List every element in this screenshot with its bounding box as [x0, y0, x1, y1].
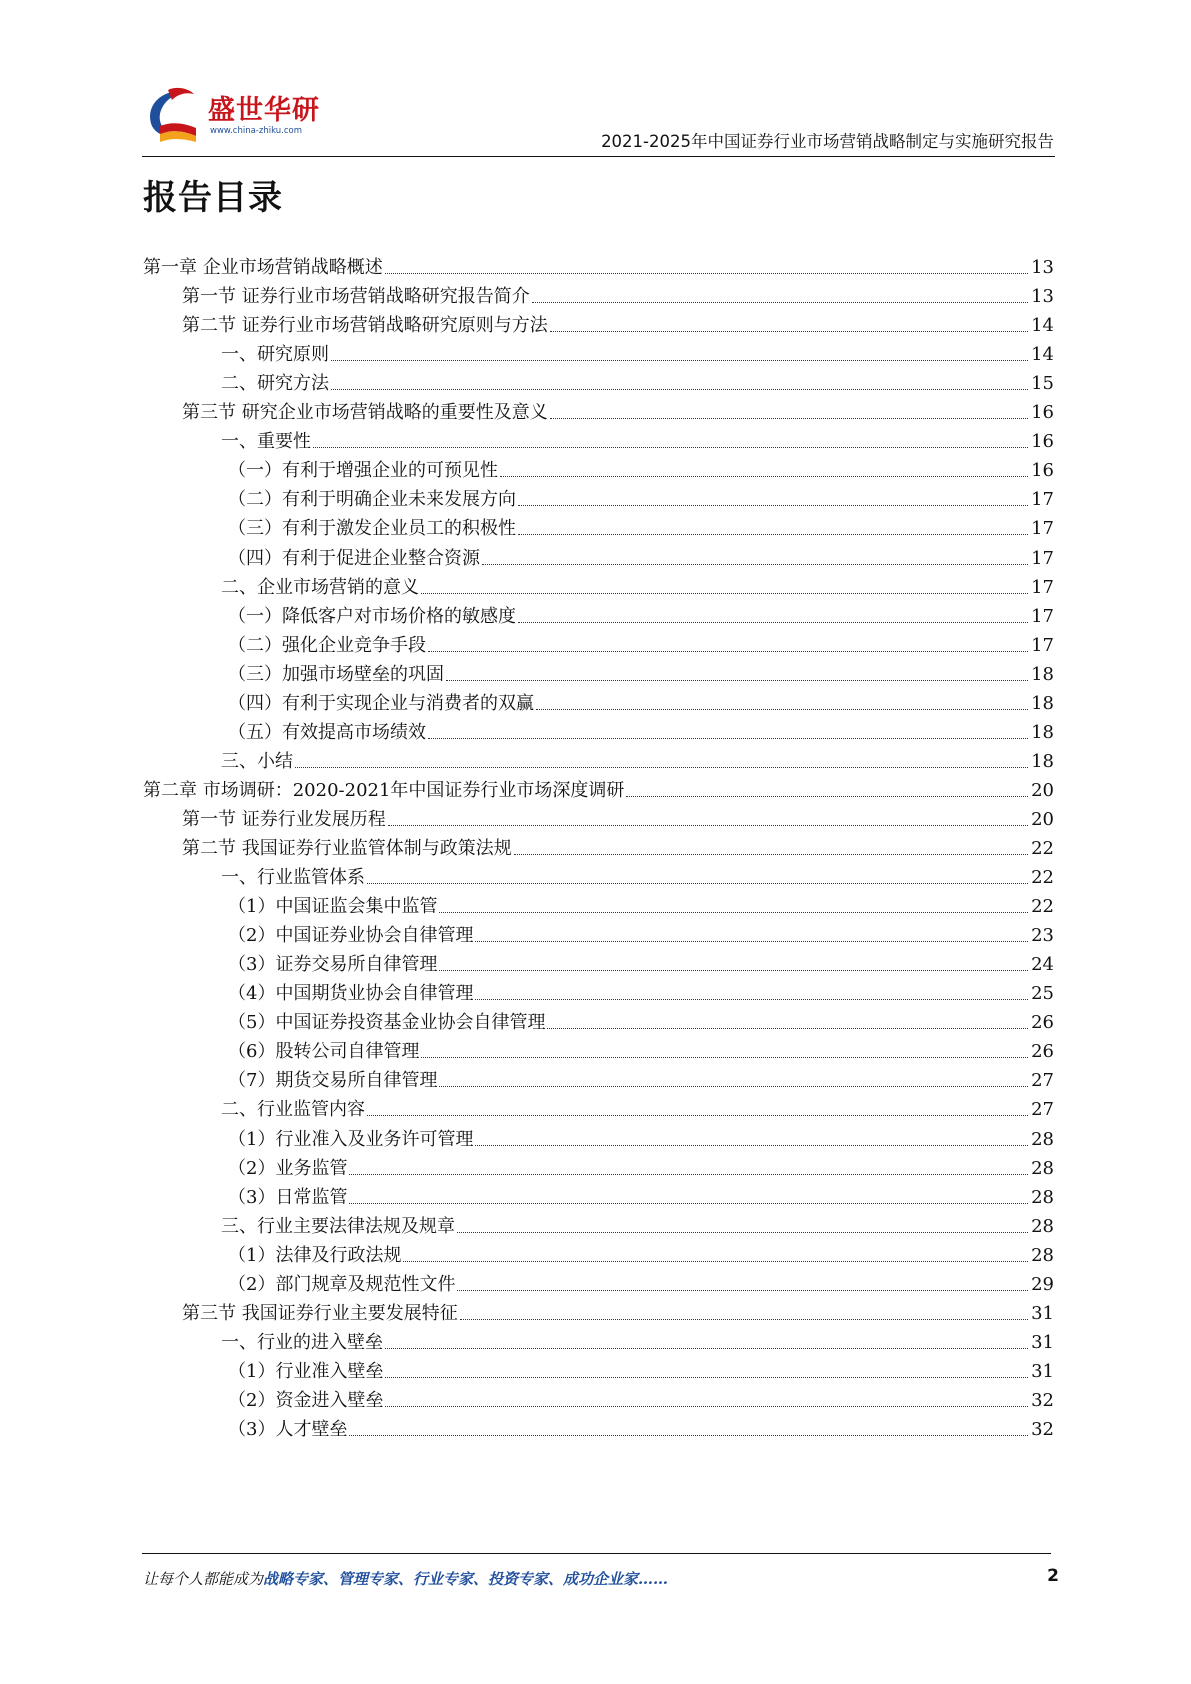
toc-dot-leader — [550, 418, 1028, 419]
toc-dot-leader — [385, 273, 1028, 274]
company-logo — [142, 80, 320, 150]
toc-entry[interactable] — [182, 1294, 1054, 1325]
toc-entry-label: （1）法律及行政法规 — [228, 1244, 402, 1266]
toc-entry-page: 27 — [1031, 1070, 1054, 1092]
toc-entry-page: 17 — [1031, 489, 1054, 511]
toc-dot-leader — [428, 738, 1028, 739]
toc-entry-page: 27 — [1031, 1099, 1054, 1121]
toc-entry-page: 25 — [1031, 983, 1054, 1005]
toc-dot-leader — [313, 447, 1028, 448]
toc-entry[interactable] — [228, 480, 1054, 511]
toc-dot-leader — [439, 912, 1028, 913]
toc-dot-leader — [532, 302, 1028, 303]
toc-dot-leader — [331, 389, 1028, 390]
toc-entry[interactable] — [228, 1352, 1054, 1383]
toc-entry-page: 26 — [1031, 1041, 1054, 1063]
toc-entry[interactable] — [228, 626, 1054, 657]
toc-entry-page: 16 — [1031, 402, 1054, 424]
toc-entry[interactable] — [228, 539, 1054, 570]
toc-entry-page: 20 — [1031, 779, 1054, 801]
toc-entry-label: （二）有利于明确企业未来发展方向 — [228, 489, 516, 511]
toc-dot-leader — [439, 970, 1028, 971]
toc-entry-page: 13 — [1031, 286, 1054, 308]
toc-entry-label: （五）有效提高市场绩效 — [228, 721, 426, 743]
toc-entry-page: 31 — [1031, 1302, 1054, 1324]
toc-dot-leader — [349, 1435, 1028, 1436]
toc-entry[interactable] — [228, 655, 1054, 686]
toc-entry-page: 29 — [1031, 1273, 1054, 1295]
toc-entry-label: （6）股转公司自律管理 — [228, 1041, 420, 1063]
toc-entry[interactable] — [228, 1032, 1054, 1063]
toc-entry-page: 31 — [1031, 1331, 1054, 1353]
toc-entry-page: 28 — [1031, 1244, 1054, 1266]
toc-dot-leader — [349, 1174, 1028, 1175]
logo-url: www.china-zhiku.com — [210, 126, 302, 136]
toc-dot-leader — [482, 564, 1028, 565]
toc-dot-leader — [500, 476, 1028, 477]
toc-dot-leader — [460, 1319, 1028, 1320]
toc-dot-leader — [385, 1377, 1028, 1378]
toc-entry[interactable] — [228, 597, 1054, 628]
toc-entry-label: （四）有利于实现企业与消费者的双赢 — [228, 692, 534, 714]
toc-entry[interactable] — [221, 568, 1054, 599]
toc-entry-label: （2）部门规章及规范性文件 — [228, 1273, 456, 1295]
toc-entry-page: 28 — [1031, 1215, 1054, 1237]
toc-entry-page: 17 — [1031, 634, 1054, 656]
toc-entry[interactable] — [228, 1003, 1054, 1034]
toc-dot-leader — [428, 651, 1028, 652]
slogan-prefix: 让每个人都能成为 — [143, 1570, 264, 1588]
toc-entry-label: （5）中国证券投资基金业协会自律管理 — [228, 1012, 546, 1034]
toc-entry-page: 23 — [1031, 925, 1054, 947]
toc-dot-leader — [403, 1261, 1028, 1262]
toc-entry-page: 20 — [1031, 808, 1054, 830]
toc-entry-page: 17 — [1031, 518, 1054, 540]
toc-entry[interactable] — [221, 1207, 1054, 1238]
toc-dot-leader — [547, 1028, 1028, 1029]
footer-divider — [142, 1553, 1051, 1554]
toc-entry-page: 28 — [1031, 1186, 1054, 1208]
page-header — [142, 80, 1054, 158]
toc-entry-label: 三、小结 — [221, 750, 293, 772]
toc-entry-page: 32 — [1031, 1389, 1054, 1411]
toc-entry-label: （3）证券交易所自律管理 — [228, 954, 438, 976]
toc-entry[interactable] — [228, 684, 1054, 715]
toc-entry-page: 17 — [1031, 547, 1054, 569]
toc-entry[interactable] — [228, 1120, 1054, 1151]
toc-entry[interactable] — [221, 742, 1054, 773]
toc-entry[interactable] — [182, 800, 1054, 831]
toc-dot-leader — [331, 360, 1028, 361]
toc-entry-label: （1）中国证监会集中监管 — [228, 896, 438, 918]
toc-entry-page: 17 — [1031, 605, 1054, 627]
toc-dot-leader — [518, 505, 1028, 506]
toc-entry-page: 16 — [1031, 431, 1054, 453]
toc-heading: 报告目录 — [143, 178, 283, 218]
toc-entry[interactable] — [228, 1265, 1054, 1296]
toc-entry-label: （三）加强市场壁垒的巩固 — [228, 663, 444, 685]
toc-entry-label: （3）日常监管 — [228, 1186, 348, 1208]
toc-entry-label: 第三节 研究企业市场营销战略的重要性及意义 — [182, 402, 548, 424]
toc-entry-label: （二）强化企业竞争手段 — [228, 634, 426, 656]
toc-entry[interactable] — [182, 829, 1054, 860]
toc-entry-label: （4）中国期货业协会自律管理 — [228, 983, 474, 1005]
toc-entry-page: 22 — [1031, 867, 1054, 889]
toc-dot-leader — [518, 534, 1028, 535]
slogan-suffix: …… — [638, 1570, 669, 1588]
toc-entry-label: （一）有利于增强企业的可预见性 — [228, 460, 498, 482]
report-title: 2021-2025年中国证券行业市场营销战略制定与实施研究报告 — [601, 132, 1054, 151]
toc-dot-leader — [421, 593, 1028, 594]
toc-dot-leader — [349, 1203, 1028, 1204]
toc-entry[interactable] — [228, 1381, 1054, 1412]
toc-entry[interactable] — [228, 451, 1054, 482]
toc-entry[interactable] — [221, 335, 1054, 366]
toc-entry[interactable] — [182, 306, 1054, 337]
toc-dot-leader — [536, 709, 1028, 710]
toc-dot-leader — [457, 1290, 1028, 1291]
toc-entry-label: （四）有利于促进企业整合资源 — [228, 547, 480, 569]
toc-entry-page: 32 — [1031, 1419, 1054, 1440]
toc-entry-label: 二、企业市场营销的意义 — [221, 576, 419, 598]
toc-entry-label: 二、行业监管内容 — [221, 1099, 365, 1121]
toc-entry-label: 第二节 证券行业市场营销战略研究原则与方法 — [182, 315, 548, 337]
toc-entry-page: 18 — [1031, 663, 1054, 685]
toc-entry[interactable] — [228, 713, 1054, 744]
slogan-highlight: 战略专家、管理专家、行业专家、投资专家、成功企业家 — [263, 1570, 639, 1588]
toc-dot-leader — [439, 1086, 1028, 1087]
toc-entry-page: 31 — [1031, 1360, 1054, 1382]
toc-dot-leader — [367, 1115, 1028, 1116]
toc-entry-page: 18 — [1031, 692, 1054, 714]
toc-dot-leader — [385, 1406, 1028, 1407]
toc-dot-leader — [388, 825, 1028, 826]
toc-dot-leader — [550, 331, 1028, 332]
toc-entry-page: 22 — [1031, 896, 1054, 918]
logo-text: 盛世华研 — [208, 95, 320, 126]
toc-entry-page: 26 — [1031, 1012, 1054, 1034]
toc-entry[interactable] — [143, 248, 1054, 279]
toc-entry[interactable] — [228, 1236, 1054, 1267]
toc-entry-label: 第一节 证券行业市场营销战略研究报告简介 — [182, 286, 530, 308]
toc-entry[interactable] — [182, 277, 1054, 308]
toc-entry-page: 18 — [1031, 750, 1054, 772]
toc-entry-label: （3）人才壁垒 — [228, 1419, 348, 1440]
toc-dot-leader — [518, 622, 1028, 623]
toc-entry-page: 16 — [1031, 460, 1054, 482]
toc-entry-label: 三、行业主要法律法规及规章 — [221, 1215, 455, 1237]
toc-entry-page: 22 — [1031, 838, 1054, 859]
toc-entry-label: （2）业务监管 — [228, 1157, 348, 1179]
toc-entry[interactable] — [182, 393, 1054, 424]
toc-dot-leader — [475, 999, 1028, 1000]
toc-entry-page: 14 — [1031, 315, 1054, 337]
toc-entry[interactable] — [221, 364, 1054, 395]
toc-entry[interactable] — [228, 1178, 1054, 1209]
toc-entry-page: 28 — [1031, 1157, 1054, 1179]
toc-dot-leader — [385, 1348, 1028, 1349]
toc-dot-leader — [626, 796, 1028, 797]
toc-entry[interactable] — [221, 858, 1054, 889]
toc-entry-label: 第二节 我国证券行业监管体制与政策法规 — [182, 838, 512, 859]
toc-entry-label: 二、研究方法 — [221, 373, 329, 395]
toc-entry-label: （2）中国证券业协会自律管理 — [228, 925, 474, 947]
toc-entry-label: 第一章 企业市场营销战略概述 — [143, 257, 383, 278]
toc-entry-page: 28 — [1031, 1128, 1054, 1150]
toc-entry-page: 17 — [1031, 576, 1054, 598]
toc-entry-label: （一）降低客户对市场价格的敏感度 — [228, 605, 516, 627]
toc-entry-page: 13 — [1031, 257, 1054, 278]
toc-dot-leader — [367, 883, 1028, 884]
toc-entry[interactable] — [228, 974, 1054, 1005]
toc-dot-leader — [457, 1232, 1028, 1233]
toc-entry-page: 18 — [1031, 721, 1054, 743]
toc-entry[interactable] — [228, 509, 1054, 540]
toc-dot-leader — [421, 1057, 1028, 1058]
toc-entry[interactable] — [221, 1090, 1054, 1121]
toc-entry-label: 一、行业的进入壁垒 — [221, 1331, 383, 1353]
toc-entry[interactable] — [228, 945, 1054, 976]
header-divider — [142, 156, 1055, 157]
toc-entry-label: 一、行业监管体系 — [221, 867, 365, 889]
footer-slogan — [143, 1568, 668, 1589]
toc-dot-leader — [295, 767, 1028, 768]
logo-emblem-icon — [142, 86, 206, 146]
toc-entry-label: 第一节 证券行业发展历程 — [182, 808, 386, 830]
toc-entry[interactable] — [228, 1061, 1054, 1092]
toc-entry-label: （2）资金进入壁垒 — [228, 1389, 384, 1411]
toc-entry[interactable] — [228, 887, 1054, 918]
toc-entry-label: 一、研究原则 — [221, 344, 329, 366]
toc-entry[interactable] — [228, 1410, 1054, 1441]
toc-entry[interactable] — [221, 422, 1054, 453]
toc-dot-leader — [514, 854, 1028, 855]
toc-entry-label: （三）有利于激发企业员工的积极性 — [228, 518, 516, 540]
toc-entry-page: 15 — [1031, 373, 1054, 395]
toc-entry[interactable] — [228, 916, 1054, 947]
toc-entry[interactable] — [221, 1323, 1054, 1354]
toc-entry-label: （1）行业准入及业务许可管理 — [228, 1128, 474, 1150]
toc-entry-label: 第二章 市场调研：2020-2021年中国证券行业市场深度调研 — [143, 779, 625, 801]
toc-dot-leader — [475, 1145, 1028, 1146]
toc-entry-page: 24 — [1031, 954, 1054, 976]
toc-dot-leader — [475, 941, 1028, 942]
toc-entry-page: 14 — [1031, 344, 1054, 366]
page-number: 2 — [1047, 1566, 1059, 1586]
toc-entry-label: （1）行业准入壁垒 — [228, 1360, 384, 1382]
toc-entry-label: 一、重要性 — [221, 431, 311, 453]
toc-dot-leader — [446, 680, 1028, 681]
toc-entry-label: （7）期货交易所自律管理 — [228, 1070, 438, 1092]
toc-entry[interactable] — [228, 1149, 1054, 1180]
toc-entry-label: 第三节 我国证券行业主要发展特征 — [182, 1302, 458, 1324]
toc-entry[interactable] — [143, 771, 1054, 802]
